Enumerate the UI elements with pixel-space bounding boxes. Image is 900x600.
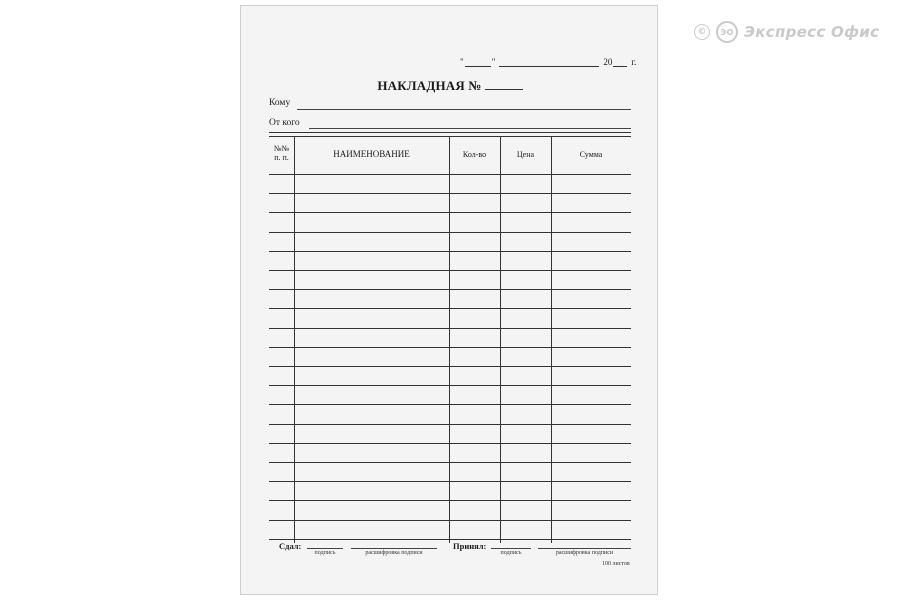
received-label: Принял: — [453, 541, 487, 551]
table-row-line — [269, 251, 631, 252]
table-column-separator — [551, 136, 552, 543]
col-header-name: НАИМЕНОВАНИЕ — [333, 149, 410, 159]
handed-over-signature-caption: подпись — [314, 550, 336, 556]
date-close-quote: " — [491, 57, 496, 67]
month-blank — [499, 57, 599, 67]
table-row-line — [269, 289, 631, 290]
table-row-line — [269, 328, 631, 329]
year-prefix: 20 — [603, 57, 613, 67]
received-signature-line — [491, 548, 531, 549]
copyright-icon: © — [694, 24, 710, 40]
table-column-separator — [294, 136, 295, 543]
year-suffix: г. — [631, 57, 637, 67]
col-header-no-line1: №№ — [273, 144, 290, 153]
from-line — [309, 128, 631, 129]
handed-over-signature-line — [307, 548, 343, 549]
date-open-quote: " — [460, 57, 464, 67]
table-row-line — [269, 347, 631, 348]
col-header-price: Цена — [516, 150, 535, 159]
table-row-line — [269, 539, 631, 540]
table-row-line — [269, 424, 631, 425]
watermark-text: Экспресс Офис — [744, 23, 880, 41]
year-blank — [613, 57, 627, 67]
received-transcript-caption: расшифровка подписи — [555, 550, 614, 556]
date-line — [460, 57, 636, 67]
handed-over-transcript-caption: расшифровка подписи — [365, 550, 423, 556]
invoice-form-sheet — [240, 5, 658, 595]
col-header-no — [269, 144, 294, 162]
to-label: Кому — [269, 98, 291, 108]
table-row-line — [269, 462, 631, 463]
sheet-count: 100 листов — [602, 561, 630, 567]
table-row-line — [269, 404, 631, 405]
table-row-line — [269, 232, 631, 233]
table-row-line — [269, 385, 631, 386]
invoice-number-blank — [485, 79, 523, 90]
table-row-line — [269, 520, 631, 521]
table-header-top-line — [269, 136, 631, 137]
table-row-line — [269, 366, 631, 367]
table-row-line — [269, 481, 631, 482]
to-line — [297, 109, 631, 110]
table-row-line — [269, 500, 631, 501]
watermark — [694, 21, 879, 43]
handed-over-transcript-line — [351, 548, 437, 549]
table-header-bottom-line — [269, 174, 631, 175]
table-row-line — [269, 443, 631, 444]
table-column-separator — [500, 136, 501, 543]
received-transcript-line — [538, 548, 631, 549]
day-blank — [465, 57, 491, 67]
form-title-text: НАКЛАДНАЯ № — [377, 78, 482, 93]
from-label: От кого — [269, 118, 300, 128]
col-header-sum: Сумма — [579, 150, 603, 159]
table-row-line — [269, 193, 631, 194]
express-office-logo-icon: ЭО — [716, 21, 738, 43]
table-row-line — [269, 212, 631, 213]
table-top-border — [269, 132, 631, 133]
table-row-line — [269, 308, 631, 309]
col-header-no-line2: п. п. — [274, 153, 289, 162]
table-column-separator — [449, 136, 450, 543]
received-signature-caption: подпись — [500, 550, 522, 556]
form-title — [241, 78, 659, 94]
handed-over-label: Сдал: — [279, 541, 302, 551]
table-row-line — [269, 270, 631, 271]
col-header-qty: Кол-во — [462, 150, 487, 159]
